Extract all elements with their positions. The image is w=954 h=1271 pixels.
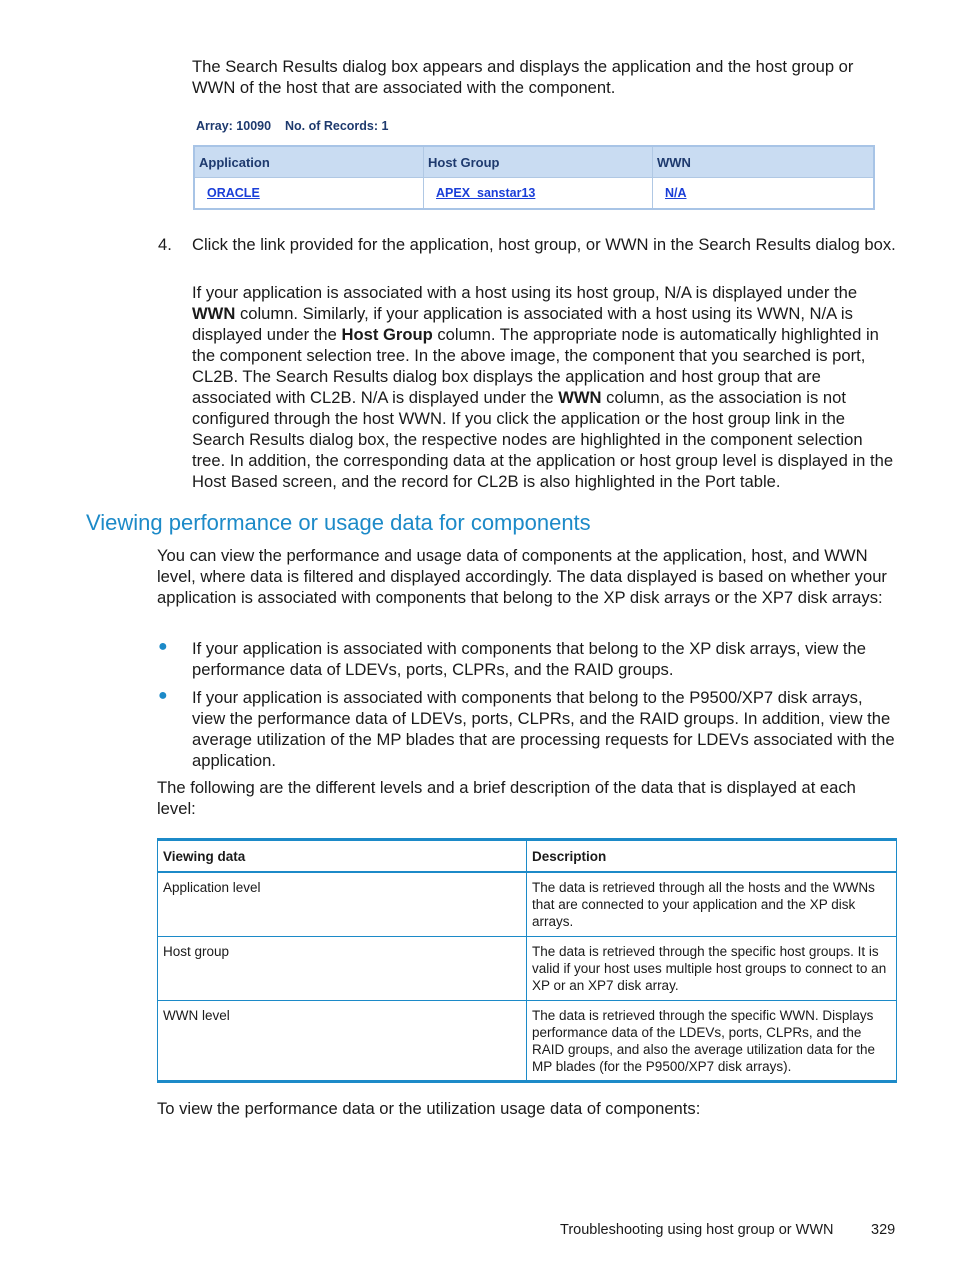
step-detail-part: If your application is associated with a host using its host group, N/A is displayed under the	[192, 283, 858, 302]
table-row	[194, 178, 874, 210]
footer-text: Troubleshooting using host group or WWN	[560, 1222, 834, 1238]
levels-table-header-row	[158, 840, 897, 873]
level-description: The data is retrieved through all the hosts and the WWNs that are connected to your application and the XP disk arrays.	[527, 872, 897, 937]
column-host-group: Host Group	[424, 146, 653, 178]
bullet-item: If your application is associated with components that belong to the XP disk arrays, view the performance data of LDEVs, ports, CLPRs, and the RAID groups.	[192, 639, 866, 679]
table-row	[158, 1001, 897, 1082]
level-name: Host group	[158, 937, 527, 1001]
level-name: Application level	[158, 872, 527, 937]
host-group-cell	[424, 178, 653, 210]
wwn-term: WWN	[558, 388, 602, 407]
bullet-dot-icon: ●	[158, 687, 168, 704]
step-number: 4.	[158, 235, 172, 254]
wwn-term: WWN	[192, 304, 236, 323]
column-description: Description	[527, 840, 897, 873]
records-label: No. of Records: 1	[284, 119, 389, 133]
level-name: WWN level	[158, 1001, 527, 1082]
bullet-item: If your application is associated with components that belong to the P9500/XP7 disk arrays, view the performance data of LDEVs, ports, CLPRs, and the RAID groups. In addition, view the average utilization of the MP blades that are processing requests for LDEVs associated with the application.	[192, 688, 895, 770]
host-group-link[interactable]: APEX_sanstar13	[436, 186, 536, 200]
step-detail-part: column, as the association is not configured through the host WWN. If you click the application or the host group link in the Search Results dialog box, the respective nodes are highlighted in the component selection tree. In addition, the corresponding data at the application or host group level is displayed in the Host Based screen, and the record for CL2B is also highlighted in the Port table.	[192, 388, 894, 491]
column-viewing-data: Viewing data	[158, 840, 527, 873]
section-intro: You can view the performance and usage data of components at the application, host, and WWN level, where data is filtered and displayed accordingly. The data displayed is based on whether your application is associated with components that belong to the XP disk arrays or the XP7 disk arrays:	[157, 546, 887, 607]
bullet-dot-icon: ●	[158, 638, 168, 655]
table-row	[158, 872, 897, 937]
column-application: Application	[194, 146, 424, 178]
level-description: The data is retrieved through the specific host groups. It is valid if your host uses multiple host groups to connect to an XP or an XP7 disk array.	[527, 937, 897, 1001]
section-title: Viewing performance or usage data for components	[86, 510, 591, 535]
page-number: 329	[871, 1222, 896, 1238]
wwn-link[interactable]: N/A	[665, 186, 687, 200]
application-cell	[194, 178, 424, 210]
search-results-table	[193, 145, 875, 210]
search-results-header	[196, 119, 388, 133]
step-detail-part: column. Similarly, if your application is associated with a host using its WWN, N/A is displayed under the	[192, 304, 853, 344]
level-description: The data is retrieved through the specific WWN. Displays performance data of the LDEVs, ports, CLPRs, and the RAID groups, and also the average utilization data for the MP blades (for the P9500/XP7 disk arrays).	[527, 1001, 897, 1082]
intro-paragraph: The Search Results dialog box appears and displays the application and the host group or WWN of the host that are associated with the component.	[192, 57, 854, 97]
step-text: Click the link provided for the application, host group, or WWN in the Search Results dialog box.	[192, 235, 896, 254]
application-link[interactable]: ORACLE	[207, 186, 260, 200]
step-detail-part: column. The appropriate node is automatically highlighted in the component selection tree. In the above image, the component that you searched is port, CL2B. The Search Results dialog box displays the application and host group that are associated with CL2B. N/A is displayed under the	[192, 325, 879, 407]
search-results-header-row	[194, 146, 874, 178]
host-group-term: Host Group	[341, 325, 433, 344]
column-wwn: WWN	[653, 146, 875, 178]
wwn-cell	[653, 178, 875, 210]
search-results-screenshot	[192, 115, 876, 210]
levels-table	[157, 838, 897, 1083]
step-detail	[192, 282, 898, 492]
table-row	[158, 937, 897, 1001]
array-label: Array: 10090	[196, 119, 272, 133]
closing-paragraph: To view the performance data or the utilization usage data of components:	[157, 1099, 701, 1118]
levels-intro: The following are the different levels and a brief description of the data that is displayed at each level:	[157, 778, 856, 818]
